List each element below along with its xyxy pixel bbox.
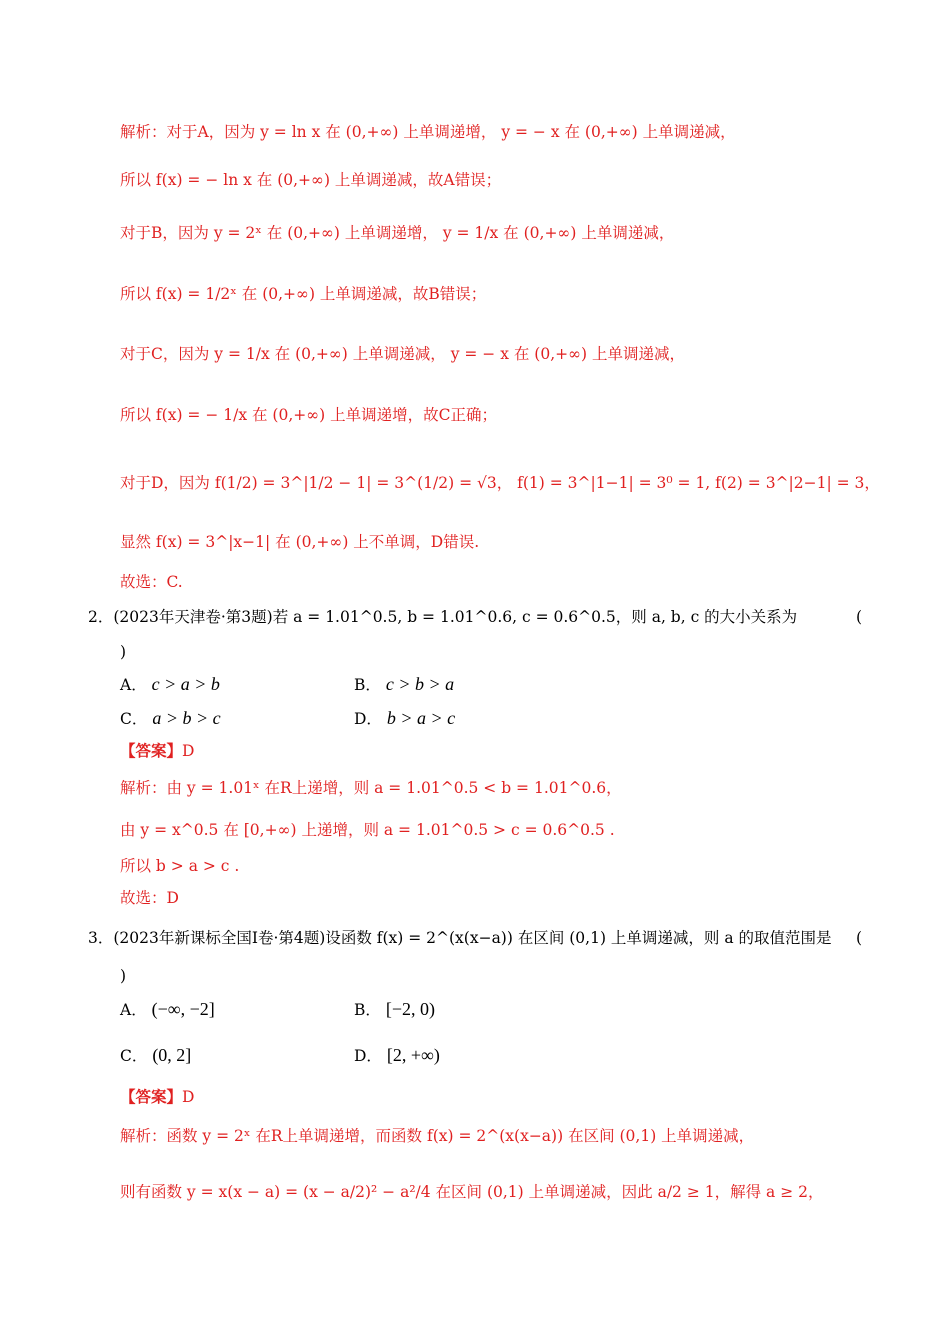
q2-option-c [120,707,221,729]
q3-option-a-text: (−∞, −2] [151,999,215,1019]
q3-option-b-label: B． [354,1001,381,1019]
q2-answer-label: 【答案】 [120,741,183,760]
q2-option-c-text: a > b > c [152,708,221,728]
q3-option-c-label: C． [120,1047,148,1065]
q3-option-d [354,1044,440,1066]
q3-solution-line-1: 解析：函数 y = 2ˣ 在R上单调递增，而函数 f(x) = 2^(x(x−a)) 在区间 (0,1) 上单调递减， [120,1127,755,1145]
q1-answer-choice: 故选：C. [120,573,183,591]
q2-option-a [120,673,220,695]
q2-solution-line-3: 所以 b > a > c . [120,857,240,875]
q2-answer-value: D [182,742,195,760]
q1-solution-line-5: 对于C，因为 y = 1/x 在 (0,+∞) 上单调递减， y = − x 在 (0,+∞) 上单调递减， [120,345,686,363]
q2-solution-line-4: 故选：D [120,889,179,907]
q2-solution-line-1: 解析：由 y = 1.01ˣ 在R上递增，则 a = 1.01^0.5 < b = 1.01^0.6， [120,779,622,797]
q2-paren-close: ) [120,643,127,661]
q3-option-b-text: [−2, 0) [385,999,435,1019]
q1-solution-line-2: 所以 f(x) = − ln x 在 (0,+∞) 上单调递减，故A错误； [120,171,502,189]
q1-solution-line-8: 显然 f(x) = 3^|x−1| 在 (0,+∞) 上不单调，D错误. [120,533,480,551]
q3-option-a [120,998,215,1020]
q3-option-d-text: [2, +∞) [386,1045,440,1065]
q2-option-a-label: A． [120,676,147,694]
q1-solution-line-7: 对于D，因为 f(1/2) = 3^|1/2 − 1| = 3^(1/2) = √3， f(1) = 3^|1−1| = 3⁰ = 1, f(2) = 3^|2−1| = 3， [120,474,880,492]
q1-solution-line-4: 所以 f(x) = 1/2ˣ 在 (0,+∞) 上单调递减，故B错误； [120,285,487,303]
q3-stem: 3．(2023年新课标全国Ⅰ卷·第4题)设函数 f(x) = 2^(x(x−a)) 在区间 (0,1) 上单调递减，则 a 的取值范围是 [88,929,832,947]
q3-answer-label: 【答案】 [120,1087,183,1106]
q3-paren-close: ) [120,967,127,985]
q3-option-a-label: A． [120,1001,147,1019]
q2-stem: 2．(2023年天津卷·第3题)若 a = 1.01^0.5, b = 1.01^0.6, c = 0.6^0.5，则 a, b, c 的大小关系为 [88,608,798,626]
q2-option-d-text: b > a > c [386,708,456,728]
q1-solution-line-3: 对于B，因为 y = 2ˣ 在 (0,+∞) 上单调递增， y = 1/x 在 (0,+∞) 上单调递减， [120,224,675,242]
q3-solution-line-2: 则有函数 y = x(x − a) = (x − a/2)² − a²/4 在区间 (0,1) 上单调递减，因此 a/2 ≥ 1，解得 a ≥ 2， [120,1183,824,1201]
q3-answer [120,1087,194,1107]
q2-option-c-label: C． [120,710,148,728]
q1-solution-line-1: 解析：对于A，因为 y = ln x 在 (0,+∞) 上单调递增， y = − x 在 (0,+∞) 上单调递减， [120,123,736,141]
q2-paren-open: ( [856,608,863,626]
q3-option-c [120,1044,191,1066]
q2-answer [120,741,194,761]
q3-paren-open: ( [856,929,863,947]
q3-option-b [354,998,435,1020]
q2-option-b-text: c > b > a [385,674,455,694]
q1-solution-line-6: 所以 f(x) = − 1/x 在 (0,+∞) 上单调递增，故C正确； [120,406,498,424]
q3-option-d-label: D． [354,1047,382,1065]
q2-option-b [354,673,454,695]
q2-option-d-label: D． [354,710,382,728]
q2-option-b-label: B． [354,676,381,694]
q2-solution-line-2: 由 y = x^0.5 在 [0,+∞) 上递增，则 a = 1.01^0.5 > c = 0.6^0.5 . [120,821,615,839]
q3-option-c-text: (0, 2] [152,1045,192,1065]
q3-answer-value: D [182,1088,195,1106]
q2-option-a-text: c > a > b [151,674,220,694]
q2-option-d [354,707,455,729]
